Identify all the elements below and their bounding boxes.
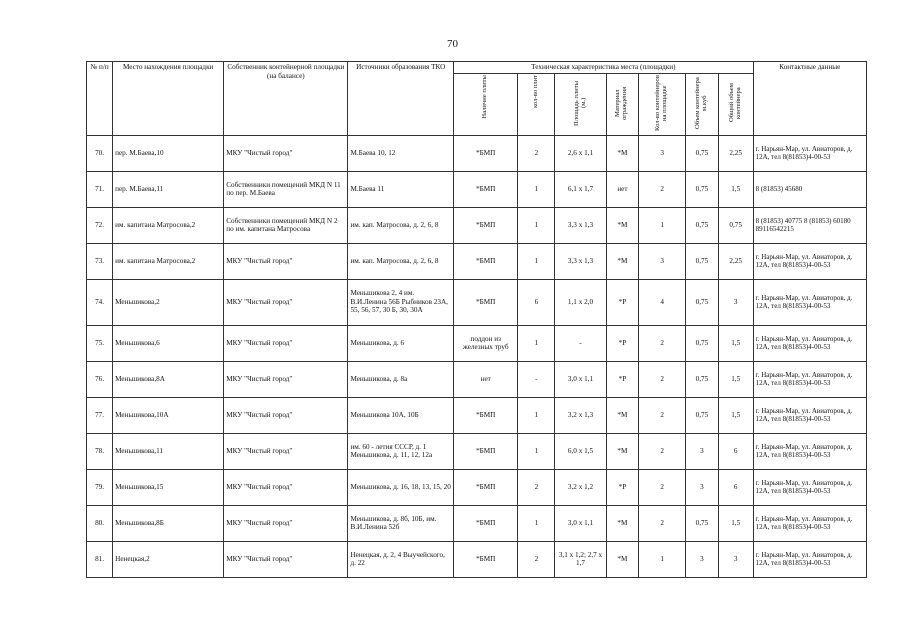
row-plate-area: 3,3 х 1,3 (555, 243, 606, 279)
row-plate-qty: 1 (518, 433, 555, 469)
row-total-volume: 2,25 (718, 135, 753, 171)
row-number: 70. (87, 135, 113, 171)
row-plate: *БМП (454, 135, 518, 171)
row-plate-qty: 2 (518, 541, 555, 577)
row-plate-qty: 1 (518, 207, 555, 243)
table-row (87, 135, 867, 171)
header-place: Место нахождения площадки (113, 62, 224, 136)
row-container-volume: 0,75 (686, 243, 719, 279)
row-place: Меньшикова,11 (113, 433, 224, 469)
row-fence-material: *М (606, 505, 639, 541)
row-contact: г. Нарьян-Мар, ул. Авиаторов, д. 12А, тел 8(81853)4-00-53 (753, 279, 866, 325)
row-fence-material: *М (606, 207, 639, 243)
row-number: 76. (87, 361, 113, 397)
page-number: 70 (447, 38, 458, 50)
row-source: Меньшикова 2, 4 им. В.И.Ленина 56Б Рыбников 23А, 55, 56, 57, 30 Б, 30, 30А (348, 279, 454, 325)
table-row (87, 243, 867, 279)
row-container-count: 2 (639, 505, 686, 541)
row-plate-qty: 1 (518, 325, 555, 361)
row-total-volume: 3 (718, 279, 753, 325)
row-container-count: 3 (639, 135, 686, 171)
row-owner: МКУ "Чистый город" (224, 361, 348, 397)
row-plate-qty: 6 (518, 279, 555, 325)
row-contact: г. Нарьян-Мар, ул. Авиаторов, д. 12А, тел 8(81853)4-00-53 (753, 469, 866, 505)
row-fence-material: *Р (606, 279, 639, 325)
row-plate-area: 1,1 х 2,0 (555, 279, 606, 325)
row-source: Меньшикова 10А, 10Б (348, 397, 454, 433)
row-plate-area: 3,1 х 1,2; 2,7 х 1,7 (555, 541, 606, 577)
row-container-count: 2 (639, 397, 686, 433)
row-plate: нет (454, 361, 518, 397)
row-fence-material: *М (606, 243, 639, 279)
row-plate: *БМП (454, 541, 518, 577)
row-total-volume: 3 (718, 541, 753, 577)
row-source: Меньшикова, д. 8а (348, 361, 454, 397)
row-plate: *БМП (454, 397, 518, 433)
row-contact: г. Нарьян-Мар, ул. Авиаторов, д. 12А, тел 8(81853)4-00-53 (753, 361, 866, 397)
row-container-count: 4 (639, 279, 686, 325)
row-owner: Собственники помещений МКД N 2 по им. капитана Матросова (224, 207, 348, 243)
row-owner: МКУ "Чистый город" (224, 325, 348, 361)
row-place: им. капитана Матросова,2 (113, 243, 224, 279)
row-source: Меньшикова, д. 6 (348, 325, 454, 361)
row-container-volume: 0,75 (686, 505, 719, 541)
row-number: 71. (87, 171, 113, 207)
row-plate-qty: 2 (518, 469, 555, 505)
table-row (87, 279, 867, 325)
row-plate: *БМП (454, 279, 518, 325)
header-contacts: Контактные данные (753, 62, 866, 136)
row-plate-qty: 1 (518, 243, 555, 279)
row-fence-material: *М (606, 397, 639, 433)
row-plate: *БМП (454, 243, 518, 279)
row-plate-area: 3,2 х 1,2 (555, 469, 606, 505)
row-number: 78. (87, 433, 113, 469)
row-place: Меньшикова,8А (113, 361, 224, 397)
row-place: им. капитана Матросова,2 (113, 207, 224, 243)
table-body (87, 135, 867, 577)
row-source: Меньшикова, д. 16, 18, 13, 15, 20 (348, 469, 454, 505)
header-owner: Собственник контейнерной площадки (на балансе) (224, 62, 348, 136)
row-fence-material: *Р (606, 469, 639, 505)
table-row (87, 541, 867, 577)
header-plate-qty: кол-во плит (518, 74, 555, 136)
table-row (87, 207, 867, 243)
row-total-volume: 6 (718, 433, 753, 469)
row-owner: МКУ "Чистый город" (224, 505, 348, 541)
row-number: 75. (87, 325, 113, 361)
row-plate-area: 6,1 х 1,7 (555, 171, 606, 207)
row-place: Меньшикова,10А (113, 397, 224, 433)
row-contact: 8 (81853) 45680 (753, 171, 866, 207)
row-owner: МКУ "Чистый город" (224, 469, 348, 505)
row-fence-material: *Р (606, 325, 639, 361)
row-plate: *БМП (454, 433, 518, 469)
row-plate: *БМП (454, 505, 518, 541)
row-plate-area: 3,0 х 1,1 (555, 361, 606, 397)
row-fence-material: *М (606, 135, 639, 171)
row-owner: МКУ "Чистый город" (224, 279, 348, 325)
header-plate-area: Площадь плиты (м.) (555, 74, 606, 136)
row-container-count: 2 (639, 469, 686, 505)
row-plate-qty: - (518, 361, 555, 397)
row-container-count: 2 (639, 325, 686, 361)
row-contact: г. Нарьян-Мар, ул. Авиаторов, д. 12А, тел 8(81853)4-00-53 (753, 541, 866, 577)
row-source: М.Баева 11 (348, 171, 454, 207)
row-container-volume: 0,75 (686, 207, 719, 243)
row-container-volume: 0,75 (686, 397, 719, 433)
row-container-volume: 3 (686, 433, 719, 469)
row-place: Меньшикова,6 (113, 325, 224, 361)
row-source: им. кап. Матросова, д. 2, 6, 8 (348, 243, 454, 279)
row-fence-material: *Р (606, 361, 639, 397)
row-place: Меньшикова,8Б (113, 505, 224, 541)
row-source: Ненецкая, д. 2, 4 Выучейского, д. 22 (348, 541, 454, 577)
row-owner: МКУ "Чистый город" (224, 243, 348, 279)
header-container-volume: Объем контейнера м.куб (686, 74, 719, 136)
row-container-count: 1 (639, 207, 686, 243)
row-number: 73. (87, 243, 113, 279)
row-fence-material: *М (606, 433, 639, 469)
row-container-count: 2 (639, 361, 686, 397)
table-row (87, 469, 867, 505)
row-source: им. кап. Матросова, д. 2, 6, 8 (348, 207, 454, 243)
row-total-volume: 1,5 (718, 397, 753, 433)
row-contact: г. Нарьян-Мар, ул. Авиаторов, д. 12А, тел 8(81853)4-00-53 (753, 325, 866, 361)
row-fence-material: нет (606, 171, 639, 207)
row-plate: поддон из железных труб (454, 325, 518, 361)
row-container-volume: 3 (686, 541, 719, 577)
header-source: Источники образования ТКО (348, 62, 454, 136)
row-plate-qty: 2 (518, 135, 555, 171)
header-container-count: Кол-во контейнеров на площадке (639, 74, 686, 136)
table-row (87, 433, 867, 469)
row-number: 80. (87, 505, 113, 541)
row-total-volume: 1,5 (718, 505, 753, 541)
row-plate-qty: 1 (518, 397, 555, 433)
table-row (87, 171, 867, 207)
row-plate-area: 3,2 х 1,3 (555, 397, 606, 433)
row-source: им. 60 - летия СССР, д. 1 Меньшикова, д. 11, 12, 12а (348, 433, 454, 469)
row-place: Меньшикова,15 (113, 469, 224, 505)
row-number: 72. (87, 207, 113, 243)
row-place: пер. М.Баева,10 (113, 135, 224, 171)
row-source: Меньшикова, д. 8б, 10Б, им. В.И.Ленина 52б (348, 505, 454, 541)
row-number: 74. (87, 279, 113, 325)
row-plate-qty: 1 (518, 505, 555, 541)
row-plate-area: 2,6 х 1,1 (555, 135, 606, 171)
row-contact: г. Нарьян-Мар, ул. Авиаторов, д. 12А, тел 8(81853)4-00-53 (753, 397, 866, 433)
row-plate: *БМП (454, 207, 518, 243)
row-contact: 8 (81853) 40775 8 (81853) 60180 89116542215 (753, 207, 866, 243)
row-owner: МКУ "Чистый город" (224, 135, 348, 171)
table-row (87, 505, 867, 541)
header-tech: Техническая характеристика места (площадки) (454, 62, 754, 74)
row-total-volume: 0,75 (718, 207, 753, 243)
header-plate: Наличие плиты (454, 74, 518, 136)
row-container-volume: 0,75 (686, 279, 719, 325)
row-total-volume: 6 (718, 469, 753, 505)
row-number: 79. (87, 469, 113, 505)
row-container-volume: 0,75 (686, 361, 719, 397)
row-owner: МКУ "Чистый город" (224, 541, 348, 577)
table-row (87, 397, 867, 433)
row-plate-qty: 1 (518, 171, 555, 207)
row-plate: *БМП (454, 171, 518, 207)
row-owner: МКУ "Чистый город" (224, 433, 348, 469)
row-contact: г. Нарьян-Мар, ул. Авиаторов, д. 12А, тел 8(81853)4-00-53 (753, 505, 866, 541)
row-total-volume: 2,25 (718, 243, 753, 279)
row-plate-area: 3,0 х 1,1 (555, 505, 606, 541)
row-container-count: 1 (639, 541, 686, 577)
row-owner: Собственники помещений МКД N 11 по пер. М.Баева (224, 171, 348, 207)
row-place: пер. М.Баева,11 (113, 171, 224, 207)
row-owner: МКУ "Чистый город" (224, 397, 348, 433)
row-plate: *БМП (454, 469, 518, 505)
header-total-volume: Общий объем контейнера (718, 74, 753, 136)
row-source: М.Баева 10, 12 (348, 135, 454, 171)
row-container-volume: 0,75 (686, 171, 719, 207)
row-contact: г. Нарьян-Мар, ул. Авиаторов, д. 12А, тел 8(81853)4-00-53 (753, 243, 866, 279)
row-total-volume: 1,5 (718, 361, 753, 397)
row-plate-area: 6,0 х 1,5 (555, 433, 606, 469)
row-place: Ненецкая,2 (113, 541, 224, 577)
row-container-count: 3 (639, 243, 686, 279)
row-container-volume: 0,75 (686, 135, 719, 171)
row-number: 81. (87, 541, 113, 577)
container-sites-table (86, 61, 867, 578)
table-row (87, 361, 867, 397)
row-contact: г. Нарьян-Мар, ул. Авиаторов, д. 12А, тел 8(81853)4-00-53 (753, 135, 866, 171)
row-number: 77. (87, 397, 113, 433)
row-container-volume: 0,75 (686, 325, 719, 361)
row-place: Меньшикова,2 (113, 279, 224, 325)
header-num: № п/п (87, 62, 113, 136)
row-plate-area: - (555, 325, 606, 361)
row-container-count: 2 (639, 171, 686, 207)
row-total-volume: 1,5 (718, 325, 753, 361)
header-fence-material: Материал ограждения (606, 74, 639, 136)
table-row (87, 325, 867, 361)
row-contact: г. Нарьян-Мар, ул. Авиаторов, д. 12А, тел 8(81853)4-00-53 (753, 433, 866, 469)
row-container-volume: 3 (686, 469, 719, 505)
row-container-count: 2 (639, 433, 686, 469)
row-plate-area: 3,3 х 1,3 (555, 207, 606, 243)
row-fence-material: *М (606, 541, 639, 577)
row-total-volume: 1,5 (718, 171, 753, 207)
